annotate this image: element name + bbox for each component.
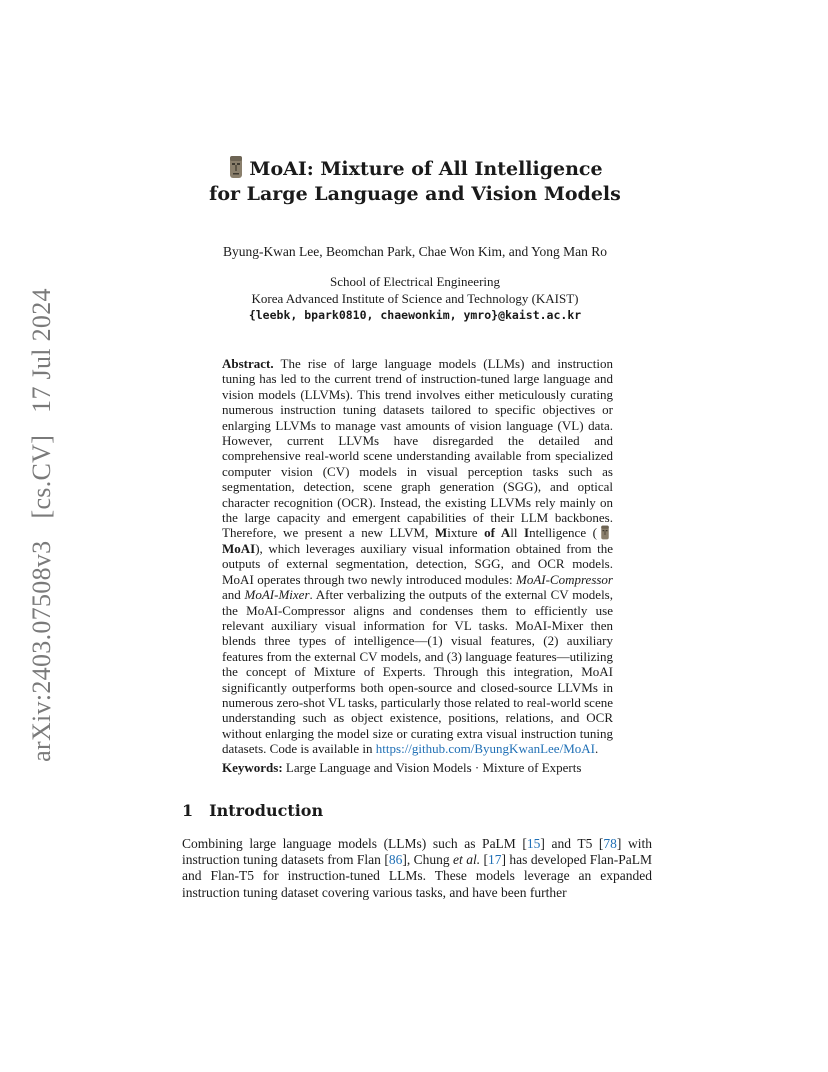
author-list: Byung-Kwan Lee, Beomchan Park, Chae Won Kim, and Yong Man Ro — [222, 244, 608, 259]
intro-text: Combining large language models (LLMs) such as PaLM [ — [182, 836, 527, 851]
moai-statue-icon — [599, 525, 611, 540]
abstract-and: and — [222, 587, 241, 603]
arxiv-date: 17 Jul 2024 — [27, 288, 56, 413]
affiliation — [120, 273, 710, 324]
citation-link[interactable]: 86 — [388, 852, 403, 868]
keywords — [222, 760, 613, 776]
keywords-text: Large Language and Vision Models · Mixture of Experts — [285, 760, 582, 775]
intro-text: ] has developed Flan-PaLM and Flan-T5 for instruction-tuned LLMs. These models leverage an expanded instruction tuning dataset covering various tasks, and have been further — [182, 852, 652, 900]
model-name-m: M — [434, 525, 448, 541]
model-name-ixture: ixture — [447, 525, 485, 541]
model-name-a: A — [500, 525, 511, 541]
affiliation-school: School of Electrical Engineering — [329, 274, 501, 289]
intro-text: ], Chung — [402, 852, 454, 868]
citation-link[interactable]: 15 — [526, 836, 541, 851]
affiliation-institute: Korea Advanced Institute of Science and Technology (KAIST) — [251, 291, 579, 306]
abstract-end: . — [594, 741, 599, 757]
module-mixer: MoAI-Mixer — [244, 587, 310, 603]
model-name-of: of — [484, 525, 501, 541]
paper-title — [120, 155, 710, 207]
title-line-2: for Large Language and Vision Models — [209, 183, 621, 205]
moai-statue-icon — [227, 155, 245, 179]
section-number: 1 — [182, 801, 194, 820]
arxiv-id: arXiv:2403.07508v3 — [27, 540, 56, 762]
abstract — [222, 356, 613, 757]
model-name-ntelligence: ntelligence ( — [529, 525, 597, 541]
abstract-text-3: . After verbalizing the outputs of the external CV models, the MoAI-Compressor aligns and condenses them to efficiently use relevant auxiliary visual information for VL tasks. MoAI-Mixer then blends three types of intelligence—(1) visual features, (2) auxiliary features from the external CV models, and (3) language features—utilizing the concept of Mixture of Experts. Through this integration, MoAI significantly outperforms both open-source and closed-source LLVMs in numerous zero-shot VL tasks, particularly those related to real-world scene understanding such as object existence, positions, relations, and OCR without enlarging the model size or curating extra visual instruction tuning datasets. Code is available in — [222, 587, 613, 757]
intro-text: ] with instruction tuning datasets from Flan [ — [182, 836, 652, 868]
intro-text: ] and T5 [ — [540, 836, 604, 851]
section-heading — [182, 801, 323, 820]
citation-link[interactable]: 17 — [488, 852, 502, 868]
model-name-ll: ll — [510, 525, 524, 541]
abstract-heading: Abstract. — [222, 356, 274, 371]
arxiv-stamp — [27, 288, 57, 762]
model-name-moai: MoAI — [222, 540, 256, 556]
citation-link[interactable]: 78 — [603, 836, 617, 851]
module-compressor: MoAI-Compressor — [515, 571, 613, 587]
intro-text: [ — [480, 852, 489, 868]
code-link[interactable]: https://github.com/ByungKwanLee/MoAI — [375, 741, 595, 757]
section-title: Introduction — [209, 801, 324, 820]
model-name-i: I — [524, 525, 530, 541]
abstract-text-1: The rise of large language models (LLMs) and instruction tuning has led to the current trend of instruction-tuned large language and vision models (LLVMs). This trend involves either meticulously curating numerous instruction tuning datasets tailored to specific objectives or enlarging LLVMs to manage vast amounts of vision language (VL) data. However, current LLVMs have disregarded the detailed and comprehensive real-world scene understanding available from specialized computer vision (CV) models in visual perception tasks such as segmentation, detection, scene graph generation (SGG), and optical character recognition (OCR). Instead, the existing LLVMs rely mainly on the large capacity and emergent capabilities of their LLM backbones. Therefore, we present a new LLVM, — [222, 356, 613, 541]
intro-paragraph — [182, 836, 652, 901]
arxiv-category: [cs.CV] — [27, 434, 56, 519]
author-emails: {leebk, bpark0810, chaewonkim, ymro}@kaist.ac.kr — [248, 308, 582, 322]
title-line-1: MoAI: Mixture of All Intelligence — [249, 158, 603, 180]
keywords-heading: Keywords: — [222, 760, 283, 775]
abstract-text-2: ), which leverages auxiliary visual information obtained from the outputs of external segmentation, detection, SGG, and OCR models. MoAI operates through two newly introduced modules: — [222, 540, 613, 587]
intro-etal: et al. — [453, 852, 481, 868]
